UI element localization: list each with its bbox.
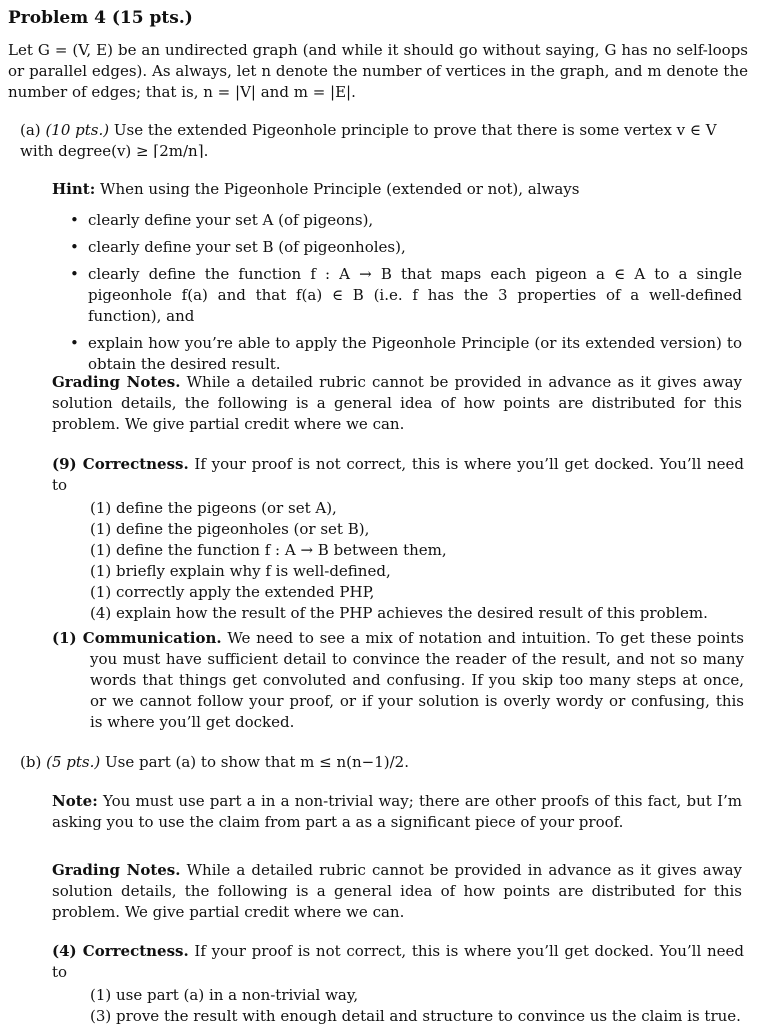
grading-notes-a (52, 372, 742, 435)
part-b-label: (b) (20, 753, 42, 771)
note-b (52, 791, 742, 833)
list-item: • clearly define your set B (of pigeonholes), (70, 237, 742, 258)
list-item: • clearly define your set A (of pigeons), (70, 210, 742, 231)
list-item: (1) correctly apply the extended PHP, (90, 583, 375, 601)
list-item: (1) briefly explain why f is well-defined, (90, 562, 391, 580)
note-label: Note: (52, 792, 98, 810)
list-item: (4) explain how the result of the PHP achieves the desired result of this problem. (90, 604, 708, 622)
hint-text: When using the Pigeonhole Principle (extended or not), always (100, 180, 580, 198)
list-item: (1) use part (a) in a non-trivial way, (90, 986, 359, 1004)
correctness-text: If your proof is not correct, this is where you’ll get docked. You’ll need to (52, 455, 744, 494)
correctness-b (52, 941, 744, 1027)
correctness-text: If your proof is not correct, this is where you’ll get docked. You’ll need to (52, 942, 744, 981)
correctness-a (52, 454, 744, 624)
communication-a (52, 628, 744, 733)
part-a-text: Use the extended Pigeonhole principle to prove that there is some vertex v ∈ V with degree(v) ≥ ⌈2m/n⌉. (20, 121, 717, 160)
problem-intro: Let G = (V, E) be an undirected graph (and while it should go without saying, G has no self-loops or parallel edges). As always, let n denote the number of vertices in the graph, and m denote the number of edges; that is, n = |V| and m = |E|. (8, 41, 748, 101)
part-b-statement (20, 752, 748, 773)
hint-list (70, 210, 742, 381)
correctness-items (52, 985, 744, 1027)
grading-text: While a detailed rubric cannot be provided in advance as it gives away solution details, the following is a general idea of how points are distributed for this problem. We give partial credit where we can. (52, 373, 742, 433)
correctness-head: (9) Correctness. (52, 455, 189, 473)
list-item: • explain how you’re able to apply the Pigeonhole Principle (or its extended version) to obtain the desired result. (70, 333, 742, 375)
part-b-text: Use part (a) to show that m ≤ n(n−1)/2. (105, 753, 409, 771)
hint (52, 179, 742, 200)
correctness-head: (4) Correctness. (52, 942, 189, 960)
problem-title: Problem 4 (15 pts.) (8, 8, 193, 28)
list-item: (1) define the pigeons (or set A), (90, 499, 337, 517)
list-item: • clearly define the function f : A → B that maps each pigeon a ∈ A to a single pigeonhole f(a) and that f(a) ∈ B (i.e. f has the 3 properties of a well-defined function), and (70, 264, 742, 327)
part-b-points: (5 pts.) (46, 753, 101, 771)
list-item: (3) prove the result with enough detail and structure to convince us the claim is true. (90, 1007, 741, 1025)
grading-text: While a detailed rubric cannot be provided in advance as it gives away solution details, the following is a general idea of how points are distributed for this problem. We give partial credit where we can. (52, 861, 742, 921)
part-a-label: (a) (20, 121, 41, 139)
communication-head: (1) Communication. (52, 629, 222, 647)
part-a-statement (20, 120, 748, 162)
hint-label: Hint: (52, 180, 96, 198)
part-a-points: (10 pts.) (45, 121, 110, 139)
list-item: (1) define the function f : A → B between them, (90, 541, 447, 559)
list-item: (1) define the pigeonholes (or set B), (90, 520, 370, 538)
correctness-items (52, 498, 744, 624)
grading-notes-b (52, 860, 742, 923)
note-text: You must use part a in a non-trivial way; there are other proofs of this fact, but I’m asking you to use the claim from part a as a significant piece of your proof. (52, 792, 742, 831)
communication-text: We need to see a mix of notation and intuition. To get these points you must have sufficient detail to convince the reader of the result, and not so many words that things get convoluted and confusing. If you skip too many steps at once, or we cannot follow your proof, or if your solution is overly wordy or confusing, this is where you’ll get docked. (90, 629, 744, 731)
grading-label: Grading Notes. (52, 861, 181, 879)
grading-label: Grading Notes. (52, 373, 181, 391)
